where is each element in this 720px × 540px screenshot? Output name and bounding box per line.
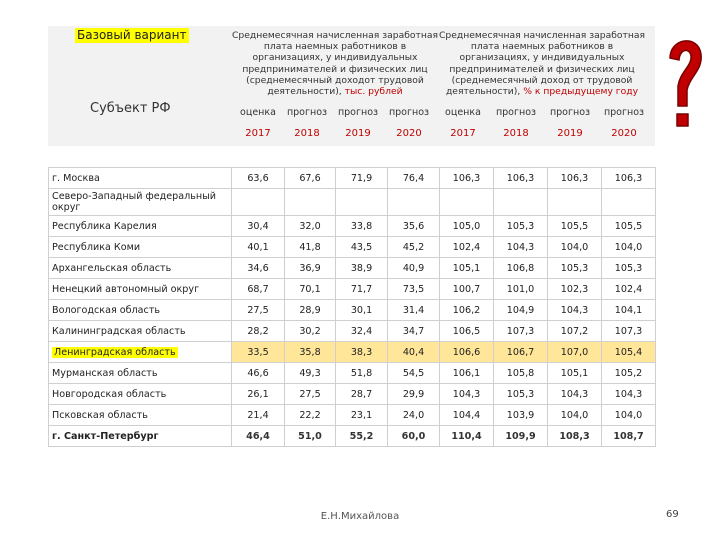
value-cell: 105,1 <box>548 363 602 384</box>
value-cell: 43,5 <box>336 237 388 258</box>
region-name: Республика Карелия <box>49 216 232 237</box>
value-cell: 106,7 <box>494 342 548 363</box>
value-cell: 106,2 <box>440 300 494 321</box>
value-cell: 102,4 <box>602 279 656 300</box>
region-name: Псковская область <box>49 405 232 426</box>
table-row <box>49 384 656 405</box>
phase-label: оценка <box>240 107 276 118</box>
phase-label: прогноз <box>495 107 537 118</box>
value-cell: 104,4 <box>440 405 494 426</box>
value-cell: 71,9 <box>336 168 388 189</box>
value-cell: 105,3 <box>602 258 656 279</box>
value-cell: 108,3 <box>548 426 602 447</box>
value-cell: 110,4 <box>440 426 494 447</box>
value-cell: 105,3 <box>494 216 548 237</box>
column-group-salary-header <box>230 30 440 97</box>
region-name: Северо-Западный федеральный округ <box>49 189 232 216</box>
value-cell: 107,0 <box>548 342 602 363</box>
salary-table <box>48 167 656 447</box>
value-cell: 27,5 <box>232 300 285 321</box>
year-label: 2018 <box>503 128 529 139</box>
value-cell <box>336 189 388 216</box>
value-cell: 22,2 <box>285 405 336 426</box>
value-cell: 106,5 <box>440 321 494 342</box>
phase-label: прогноз <box>337 107 379 118</box>
value-cell: 31,4 <box>388 300 440 321</box>
value-cell: 34,6 <box>232 258 285 279</box>
question-mark-icon <box>656 26 712 146</box>
year-label: 2019 <box>345 128 371 139</box>
value-cell: 106,3 <box>494 168 548 189</box>
value-cell: 102,4 <box>440 237 494 258</box>
region-name: Республика Коми <box>49 237 232 258</box>
value-cell: 38,3 <box>336 342 388 363</box>
value-cell: 101,0 <box>494 279 548 300</box>
value-cell: 30,2 <box>285 321 336 342</box>
year-label: 2020 <box>396 128 422 139</box>
value-cell: 32,4 <box>336 321 388 342</box>
value-cell <box>285 189 336 216</box>
value-cell: 24,0 <box>388 405 440 426</box>
region-name: Новгородская область <box>49 384 232 405</box>
value-cell: 46,4 <box>232 426 285 447</box>
phase-label: оценка <box>445 107 481 118</box>
value-cell: 55,2 <box>336 426 388 447</box>
value-cell: 105,4 <box>602 342 656 363</box>
value-cell: 104,0 <box>602 237 656 258</box>
value-cell: 30,4 <box>232 216 285 237</box>
phase-label: прогноз <box>286 107 328 118</box>
region-name: Ненецкий автономный округ <box>49 279 232 300</box>
value-cell: 104,3 <box>440 384 494 405</box>
value-cell: 27,5 <box>285 384 336 405</box>
value-cell: 73,5 <box>388 279 440 300</box>
region-name: г. Москва <box>49 168 232 189</box>
value-cell: 106,3 <box>548 168 602 189</box>
value-cell: 60,0 <box>388 426 440 447</box>
table-row <box>49 405 656 426</box>
table-row <box>49 300 656 321</box>
value-cell: 104,3 <box>548 300 602 321</box>
value-cell: 38,9 <box>336 258 388 279</box>
value-cell: 105,5 <box>548 216 602 237</box>
region-name: Калининградская область <box>49 321 232 342</box>
growth-unit: % к предыдущему году <box>523 86 639 98</box>
salary-description: Среднемесячная начисленная заработная плата наемных работников в организациях, у индивидуальных предпринимателей и физических лиц (среднемесячный доходот трудовой деятельности), <box>231 30 439 98</box>
table-row <box>49 168 656 189</box>
region-name <box>49 342 232 363</box>
value-cell: 63,6 <box>232 168 285 189</box>
value-cell: 67,6 <box>285 168 336 189</box>
value-cell: 28,2 <box>232 321 285 342</box>
value-cell: 105,0 <box>440 216 494 237</box>
value-cell: 105,3 <box>494 384 548 405</box>
region-name: Вологодская область <box>49 300 232 321</box>
value-cell: 45,2 <box>388 237 440 258</box>
value-cell: 76,4 <box>388 168 440 189</box>
value-cell <box>440 189 494 216</box>
year-label: 2019 <box>557 128 583 139</box>
value-cell: 70,1 <box>285 279 336 300</box>
value-cell: 33,8 <box>336 216 388 237</box>
value-cell: 26,1 <box>232 384 285 405</box>
year-label: 2018 <box>294 128 320 139</box>
value-cell: 100,7 <box>440 279 494 300</box>
value-cell: 49,3 <box>285 363 336 384</box>
region-name-text: Ленинградская область <box>54 346 176 358</box>
page-number: 69 <box>666 509 679 520</box>
value-cell: 106,8 <box>494 258 548 279</box>
region-name: Мурманская область <box>49 363 232 384</box>
table-row <box>49 258 656 279</box>
value-cell: 104,3 <box>548 384 602 405</box>
growth-description: Среднемесячная начисленная заработная плата наемных работников в организациях, у индивидуальных предпринимателей и физических лиц (среднемесячный доход от трудовой деятельности), <box>438 30 646 98</box>
region-name: г. Санкт-Петербург <box>49 426 232 447</box>
subject-column-header: Субъект РФ <box>90 101 171 116</box>
value-cell: 104,3 <box>602 384 656 405</box>
table-row <box>49 279 656 300</box>
table-row <box>49 237 656 258</box>
value-cell: 40,4 <box>388 342 440 363</box>
value-cell: 104,3 <box>494 237 548 258</box>
value-cell: 104,0 <box>602 405 656 426</box>
table-row <box>49 363 656 384</box>
value-cell: 106,3 <box>602 168 656 189</box>
value-cell: 104,0 <box>548 405 602 426</box>
value-cell <box>602 189 656 216</box>
value-cell: 29,9 <box>388 384 440 405</box>
phase-label: прогноз <box>549 107 591 118</box>
region-name: Архангельская область <box>49 258 232 279</box>
value-cell: 106,3 <box>440 168 494 189</box>
table-row <box>49 342 656 363</box>
value-cell <box>232 189 285 216</box>
value-cell: 105,8 <box>494 363 548 384</box>
value-cell: 106,6 <box>440 342 494 363</box>
value-cell: 68,7 <box>232 279 285 300</box>
value-cell: 40,1 <box>232 237 285 258</box>
value-cell: 109,9 <box>494 426 548 447</box>
value-cell: 41,8 <box>285 237 336 258</box>
value-cell: 105,5 <box>602 216 656 237</box>
value-cell: 107,3 <box>602 321 656 342</box>
value-cell: 106,1 <box>440 363 494 384</box>
value-cell: 46,6 <box>232 363 285 384</box>
value-cell: 107,2 <box>548 321 602 342</box>
value-cell: 108,7 <box>602 426 656 447</box>
value-cell: 35,6 <box>388 216 440 237</box>
value-cell: 107,3 <box>494 321 548 342</box>
base-variant-label: Базовый вариант <box>77 28 187 42</box>
table-row <box>49 426 656 447</box>
value-cell: 51,8 <box>336 363 388 384</box>
value-cell: 104,1 <box>602 300 656 321</box>
value-cell <box>388 189 440 216</box>
value-cell: 33,5 <box>232 342 285 363</box>
value-cell: 30,1 <box>336 300 388 321</box>
value-cell: 104,0 <box>548 237 602 258</box>
value-cell: 28,7 <box>336 384 388 405</box>
value-cell: 32,0 <box>285 216 336 237</box>
value-cell: 105,1 <box>440 258 494 279</box>
year-label: 2020 <box>611 128 637 139</box>
phase-label: прогноз <box>388 107 430 118</box>
year-label: 2017 <box>450 128 476 139</box>
value-cell: 34,7 <box>388 321 440 342</box>
value-cell: 54,5 <box>388 363 440 384</box>
author-footer: Е.Н.Михайлова <box>320 511 400 522</box>
value-cell: 103,9 <box>494 405 548 426</box>
year-label: 2017 <box>245 128 271 139</box>
salary-unit: тыс. рублей <box>344 86 403 98</box>
column-group-growth-header <box>437 30 647 97</box>
value-cell: 105,3 <box>548 258 602 279</box>
value-cell: 104,9 <box>494 300 548 321</box>
value-cell: 40,9 <box>388 258 440 279</box>
table-row <box>49 216 656 237</box>
value-cell <box>494 189 548 216</box>
table-row <box>49 321 656 342</box>
value-cell <box>548 189 602 216</box>
value-cell: 28,9 <box>285 300 336 321</box>
value-cell: 21,4 <box>232 405 285 426</box>
phase-label: прогноз <box>603 107 645 118</box>
value-cell: 51,0 <box>285 426 336 447</box>
value-cell: 35,8 <box>285 342 336 363</box>
value-cell: 102,3 <box>548 279 602 300</box>
value-cell: 71,7 <box>336 279 388 300</box>
value-cell: 36,9 <box>285 258 336 279</box>
table-row <box>49 189 656 216</box>
value-cell: 105,2 <box>602 363 656 384</box>
value-cell: 23,1 <box>336 405 388 426</box>
